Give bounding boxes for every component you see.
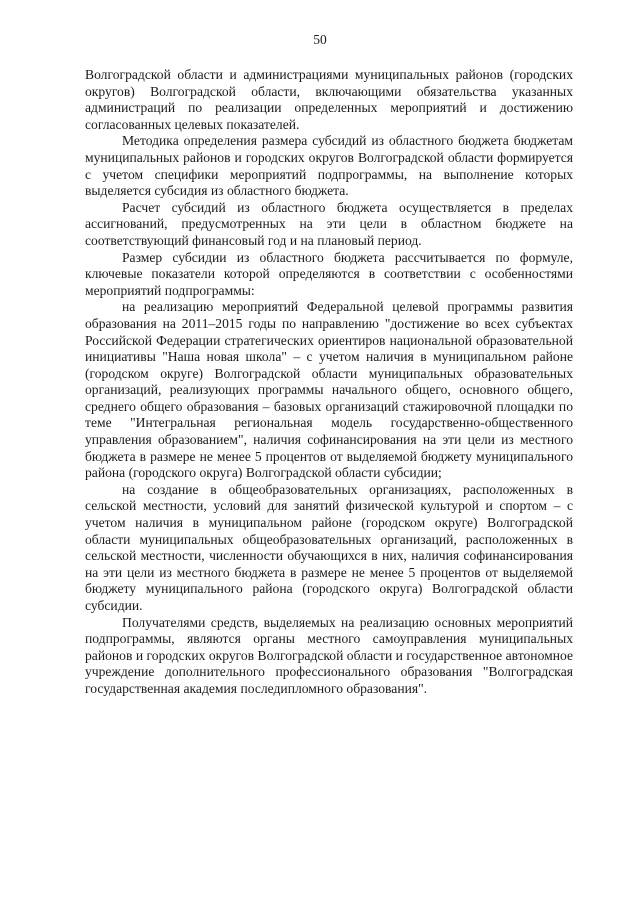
paragraph-federal-program: на реализацию мероприятий Федеральной целевой программы развития образования на 2011–2015 годы по направлению "достижение во всех субъектах Российской Федерации стратегических ориентиров национальной образовательной инициативы "Наша новая школа" – с учетом наличия в муниципальном районе (городском округе) Волгоградской области муниципальных образовательных организаций, реализующих программы начального общего, основного общего, среднего общего образования – базовых организаций стажировочной площадки по теме "Интегральная региональная модель государственно-общественного управления образованием", наличия софинансирования на эти цели из местного бюджета в размере не менее 5 процентов от выделяемой бюджету муниципального района (городского округа) Волгоградской области субсидии; xyxy=(85,299,573,481)
page-number: 50 xyxy=(313,32,327,47)
paragraph-recipients: Получателями средств, выделяемых на реализацию основных мероприятий подпрограммы, являются органы местного самоуправления муниципальных районов и городских округов Волгоградской области и государственное автономное учреждение дополнительного профессионального образования "Волгоградская государственная академия последипломного образования". xyxy=(85,614,573,696)
paragraph-continuation: Волгоградской области и администрациями муниципальных районов (городских округов) Волгоградской области, включающими обязательства указанных администраций по реализации определенных мероприятий и достижению согласованных целевых показателей. xyxy=(85,67,573,132)
paragraph-formula: Размер субсидии из областного бюджета рассчитывается по формуле, ключевые показатели которой определяются в соответствии с особенностями мероприятий подпрограммы: xyxy=(85,249,573,298)
paragraph-calculation: Расчет субсидий из областного бюджета осуществляется в пределах ассигнований, предусмотренных на эти цели в областном бюджете на соответствующий финансовый год и на плановый период. xyxy=(85,199,573,248)
document-body xyxy=(85,67,573,698)
paragraph-rural-sport: на создание в общеобразовательных организациях, расположенных в сельской местности, условий для занятий физической культурой и спортом – с учетом наличия в муниципальном районе (городском округе) Волгоградской области муниципальных общеобразовательных организаций, расположенных в сельской местности, численности обучающихся в них, наличия софинансирования на эти цели из местного бюджета в размере не менее 5 процентов от выделяемой бюджету муниципального района (городского округа) Волгоградской области субсидии. xyxy=(85,481,573,613)
paragraph-methodology: Методика определения размера субсидий из областного бюджета бюджетам муниципальных районов и городских округов Волгоградской области формируется с учетом специфики мероприятий подпрограммы, на выполнение которых выделяется субсидия из областного бюджета. xyxy=(85,133,573,199)
